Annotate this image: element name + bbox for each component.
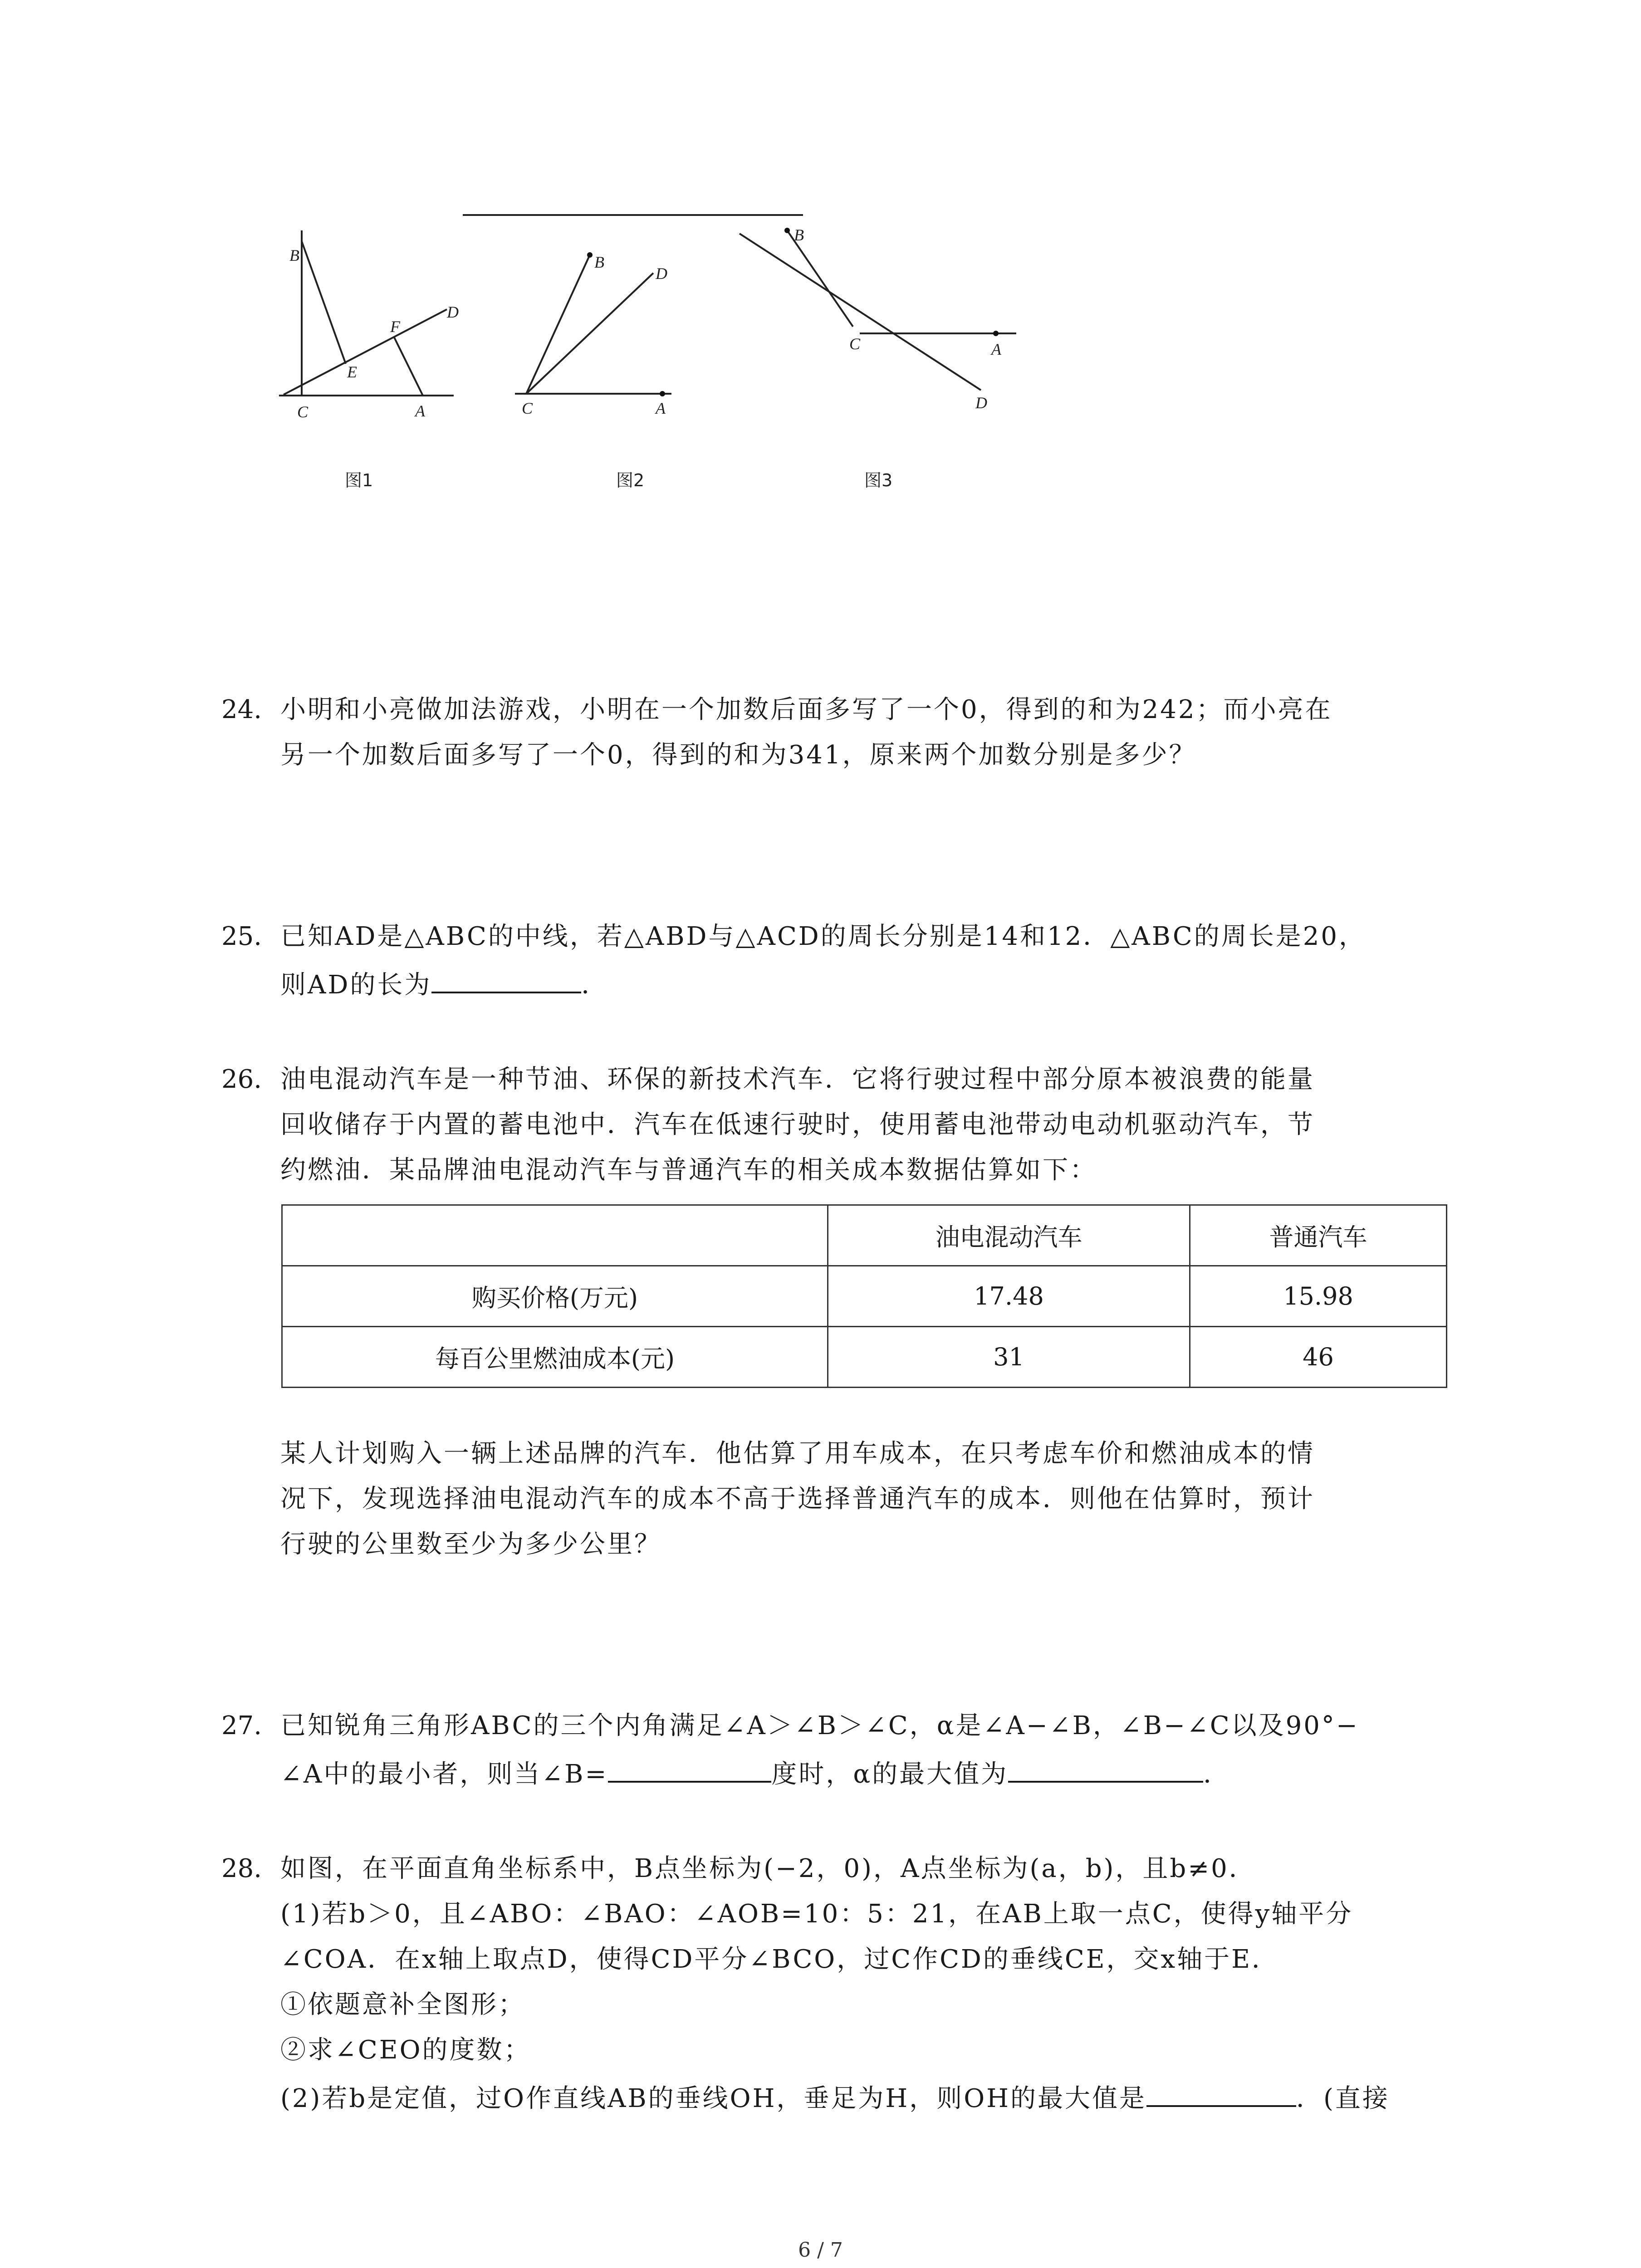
q27-line2-mid: 度时，α的最大值为 (771, 1760, 1009, 1789)
geometry-figures (254, 191, 1125, 508)
fig3-label-b: B (794, 226, 804, 244)
q26-after1: 某人计划购入一辆上述品牌的汽车．他估算了用车成本，在只考虑车价和燃油成本的情 (280, 1439, 1315, 1468)
q28-line6-end: ．(直接 (1296, 2084, 1390, 2113)
table-header-row (282, 1205, 1447, 1266)
fig3-label-a: A (991, 340, 1001, 358)
q26-number: 26. (221, 1065, 262, 1094)
fig1-label-d: D (447, 303, 459, 321)
fig1-line-cd (284, 309, 447, 395)
fig1-line-be (302, 241, 346, 364)
fig2-point-a (660, 391, 665, 396)
q27-line2-end: ． (1203, 1760, 1231, 1789)
q24-number: 24. (221, 695, 262, 724)
q28-line5: ②求∠CEO的度数； (280, 2035, 531, 2065)
table-row (282, 1327, 1447, 1388)
q25-line2-text: 则AD的长为 (280, 970, 432, 1000)
fig3-label-c: C (849, 335, 861, 353)
q27-number: 27. (221, 1711, 262, 1740)
q27-blank-angle[interactable] (608, 1755, 771, 1783)
fig3-caption: 图3 (864, 470, 893, 490)
q27-line2-text: ∠A中的最小者，则当∠B= (280, 1760, 608, 1789)
table-cell-label: 每百公里燃油成本(元) (282, 1327, 828, 1388)
q25-line2-end: ． (581, 970, 609, 1000)
fig3-label-d: D (975, 394, 987, 412)
table-cell: 31 (828, 1327, 1190, 1388)
fig2-label-b: B (594, 253, 604, 271)
q25-line2 (280, 966, 608, 1001)
q26-after2: 况下，发现选择油电混动汽车的成本不高于选择普通汽车的成本．则他在估算时，预计 (280, 1484, 1315, 1514)
fig2-line-cb (526, 255, 590, 394)
q27-line2 (280, 1755, 1230, 1790)
fig3-point-b (784, 228, 790, 233)
q28-line6-text: (2)若b是定值，过O作直线AB的垂线OH，垂足为H，则OH的最大值是 (280, 2084, 1147, 2113)
q25-number: 25. (221, 922, 262, 951)
q28-number: 28. (221, 1854, 262, 1883)
cost-table (281, 1204, 1447, 1388)
q25-answer-blank[interactable] (431, 966, 581, 993)
fig1-label-e: E (347, 363, 357, 381)
table-header-hybrid: 油电混动汽车 (828, 1205, 1190, 1266)
q28-line6 (280, 2080, 1390, 2115)
q24-line2: 另一个加数后面多写了一个0，得到的和为341，原来两个加数分别是多少？ (280, 740, 1196, 770)
fig1-caption: 图1 (345, 470, 373, 490)
q27-blank-alpha[interactable] (1008, 1755, 1203, 1783)
fig3-line-bc (787, 230, 853, 327)
table-header-empty (282, 1205, 828, 1266)
fig2-label-c: C (522, 399, 533, 417)
q28-line1: 如图，在平面直角坐标系中，B点坐标为(−2，0)，A点坐标为(a，b)，且b≠0． (280, 1854, 1256, 1883)
page-number: 6 / 7 (798, 2239, 843, 2262)
q26-line1: 油电混动汽车是一种节油、环保的新技术汽车．它将行驶过程中部分原本被浪费的能量 (280, 1065, 1315, 1094)
table-row (282, 1266, 1447, 1327)
q28-line4: ①依题意补全图形； (280, 1990, 525, 2019)
fig2-label-a: A (656, 399, 666, 417)
fig1-label-c: C (297, 403, 309, 421)
fig1-label-f: F (390, 318, 400, 336)
q27-line1: 已知锐角三角形ABC的三个内角满足∠A＞∠B＞∠C，α是∠A−∠B，∠B−∠C以及90°− (280, 1711, 1359, 1740)
fig3-line-bd (740, 234, 981, 390)
fig3-point-a (993, 331, 999, 336)
q26-after3: 行驶的公里数至少为多少公里？ (280, 1530, 661, 1559)
fig2-caption: 图2 (616, 470, 645, 490)
table-cell: 46 (1190, 1327, 1447, 1388)
q28-answer-blank[interactable] (1146, 2080, 1296, 2107)
q28-line2: (1)若b＞0，且∠ABO：∠BAO：∠AOB=10：5：21，在AB上取一点C，使得y轴平分 (280, 1899, 1353, 1929)
fig1-label-b: B (289, 246, 299, 264)
q28-line3: ∠COA．在x轴上取点D，使得CD平分∠BCO，过C作CD的垂线CE，交x轴于E． (280, 1945, 1279, 1974)
figures-svg (254, 191, 1125, 508)
fig2-label-d: D (656, 264, 667, 283)
fig2-line-cd (526, 273, 653, 394)
fig1-label-a: A (415, 402, 425, 420)
q24-line1: 小明和小亮做加法游戏，小明在一个加数后面多写了一个0，得到的和为242；而小亮在 (280, 695, 1332, 724)
fig2-point-b (587, 252, 593, 258)
q25-line1: 已知AD是△ABC的中线，若△ABD与△ACD的周长分别是14和12．△ABC的周长是20， (280, 922, 1367, 951)
fig1-line-fa (394, 337, 423, 396)
table-cell: 17.48 (828, 1266, 1190, 1327)
table-header-regular: 普通汽车 (1190, 1205, 1447, 1266)
q26-line3: 约燃油．某品牌油电混动汽车与普通汽车的相关成本数据估算如下： (280, 1155, 1097, 1185)
table-cell-label: 购买价格(万元) (282, 1266, 828, 1327)
table-cell: 15.98 (1190, 1266, 1447, 1327)
q26-line2: 回收储存于内置的蓄电池中．汽车在低速行驶时，使用蓄电池带动电动机驱动汽车，节 (280, 1110, 1315, 1139)
